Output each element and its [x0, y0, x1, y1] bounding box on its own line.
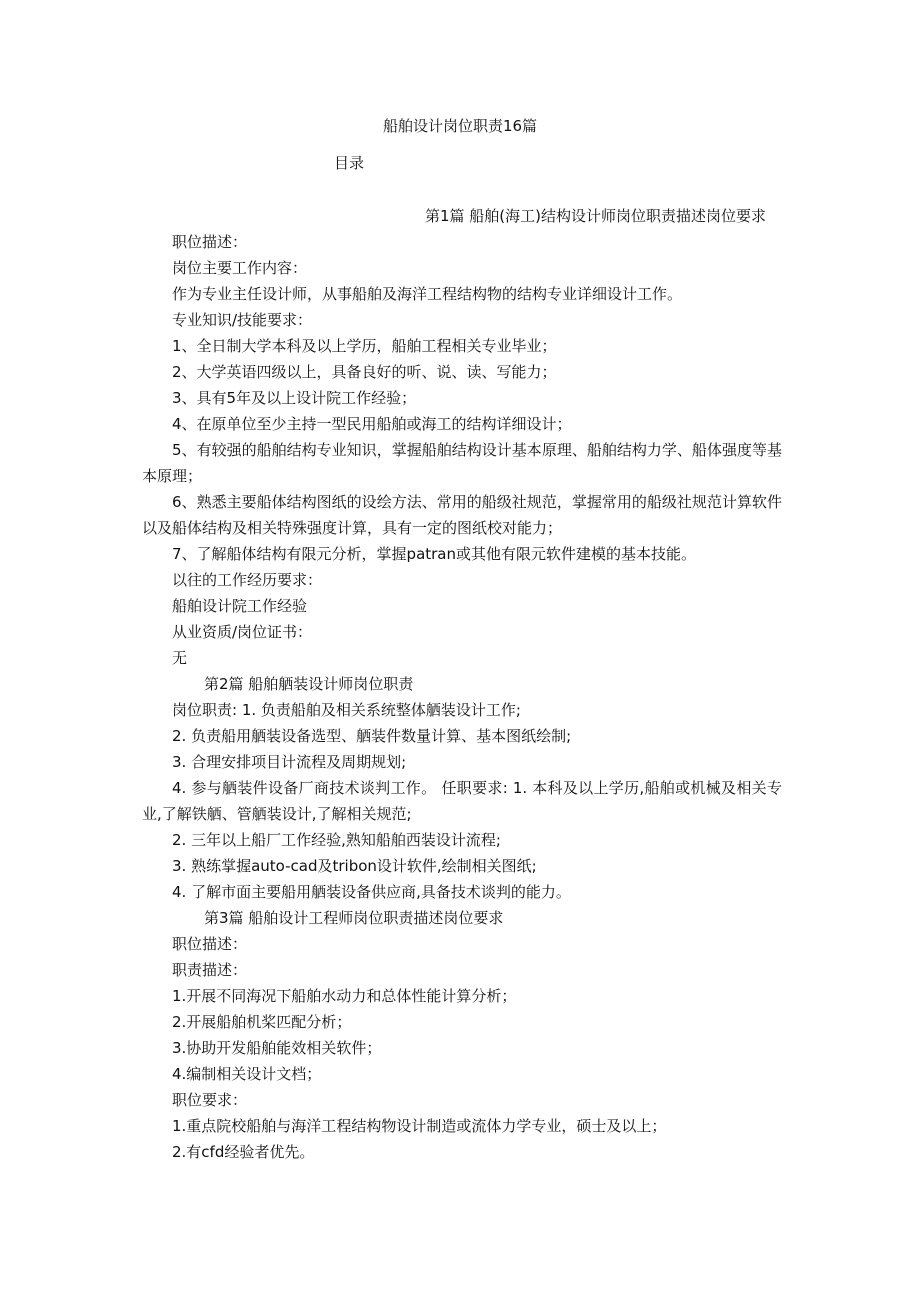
section-2-line: 3. 合理安排项目计流程及周期规划;	[172, 753, 407, 771]
section-1-line: 专业知识/技能要求：	[172, 311, 313, 329]
toc-label: 目录	[334, 154, 365, 172]
section-3-line: 职位要求：	[172, 1091, 248, 1109]
section-3-line: 3.协助开发船舶能效相关软件；	[172, 1039, 382, 1057]
section-1-heading: 第1篇 船舶(海工)结构设计师岗位职责描述岗位要求	[425, 207, 767, 225]
section-1-line: 2、大学英语四级以上，具备良好的听、说、读、写能力；	[172, 363, 557, 381]
section-1-line: 无	[172, 649, 188, 667]
section-3-line: 1.重点院校船舶与海洋工程结构物设计制造或流体力学专业，硕士及以上；	[172, 1117, 667, 1135]
section-1-line: 职位描述：	[172, 233, 248, 251]
section-2-line: 岗位职责: 1. 负责船舶及相关系统整体舾装设计工作;	[172, 701, 521, 719]
section-1-line: 6、熟悉主要船体结构图纸的设绘方法、常用的船级社规范，掌握常用的船级社规范计算软件以及船体结构及相关特殊强度计算，具有一定的图纸校对能力；	[142, 493, 782, 537]
section-1-line: 3、具有5年及以上设计院工作经验；	[172, 389, 417, 407]
section-1-line: 从业资质/岗位证书：	[172, 623, 313, 641]
section-2-line: 3. 熟练掌握auto-cad及tribon设计软件,绘制相关图纸;	[172, 857, 537, 875]
section-1-line: 岗位主要工作内容：	[172, 259, 308, 277]
section-2-body	[142, 697, 782, 905]
section-3-line: 职位描述：	[172, 935, 248, 953]
section-3-line: 4.编制相关设计文档；	[172, 1065, 322, 1083]
section-3-heading: 第3篇 船舶设计工程师岗位职责描述岗位要求	[204, 909, 504, 927]
section-1-line: 作为专业主任设计师，从事船舶及海洋工程结构物的结构专业详细设计工作。	[172, 285, 683, 303]
section-3-line: 2.开展船舶机桨匹配分析；	[172, 1013, 352, 1031]
section-2-line: 4. 了解市面主要船用舾装设备供应商,具备技术谈判的能力。	[172, 883, 571, 901]
section-1-line: 以往的工作经历要求：	[172, 571, 323, 589]
section-3-line: 1.开展不同海况下船舶水动力和总体性能计算分析；	[172, 987, 517, 1005]
section-1-line: 7、了解船体结构有限元分析，掌握patran或其他有限元软件建模的基本技能。	[172, 545, 697, 563]
section-3-line: 2.有cfd经验者优先。	[172, 1143, 315, 1161]
document-body	[142, 203, 782, 1165]
section-1-body	[142, 229, 782, 671]
section-2-line: 2. 负责船用舾装设备选型、舾装件数量计算、基本图纸绘制;	[172, 727, 572, 745]
section-2-line: 4. 参与舾装件设备厂商技术谈判工作。 任职要求: 1. 本科及以上学历,船舶或机械及相关专业,了解铁舾、管舾装设计,了解相关规范;	[142, 779, 782, 823]
section-1-line: 5、有较强的船舶结构专业知识，掌握船舶结构设计基本原理、船舶结构力学、船体强度等基本原理；	[142, 441, 782, 485]
section-1-line: 船舶设计院工作经验	[172, 597, 308, 615]
section-1-line: 4、在原单位至少主持一型民用船舶或海工的结构详细设计；	[172, 415, 572, 433]
section-1-line: 1、全日制大学本科及以上学历，船舶工程相关专业毕业；	[172, 337, 557, 355]
section-2-heading: 第2篇 船舶舾装设计师岗位职责	[204, 675, 414, 693]
document-title: 船舶设计岗位职责16篇	[382, 117, 538, 135]
section-2-line: 2. 三年以上船厂工作经验,熟知船舶西装设计流程;	[172, 831, 501, 849]
section-3-body	[142, 931, 782, 1165]
section-3-line: 职责描述：	[172, 961, 248, 979]
